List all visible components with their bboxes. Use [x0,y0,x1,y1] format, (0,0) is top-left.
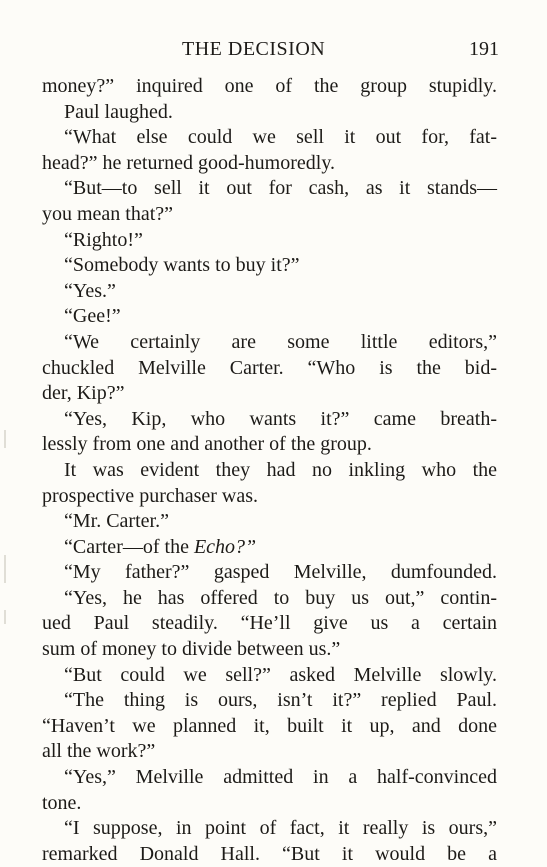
text-line: “But could we sell?” asked Melville slowly. [64,663,497,686]
text-line: lessly from one and another of the group. [42,433,372,456]
text-line: remarked Donald Hall. “But it would be a [42,842,497,865]
text-line: “But—to sell it out for cash, as it stands— [64,177,497,200]
text-line: sum of money to divide between us.” [42,638,341,661]
text-line: Paul laughed. [64,100,173,123]
page-header [0,38,547,66]
text-line: “Righto!” [64,228,143,251]
text-line: tone. [42,791,82,814]
body-text [42,74,497,867]
margin-speck [4,555,6,583]
text-line: “Carter—of the Echo?” [64,535,257,558]
text-line: “Haven’t we planned it, built it up, and done [42,714,497,737]
text-line: ued Paul steadily. “He’ll give us a certain [42,612,497,635]
text-line: “Yes, Kip, who wants it?” came breath- [64,407,497,430]
text-line: It was evident they had no inkling who the [64,458,497,481]
text-line: “My father?” gasped Melville, dumfounded. [64,561,497,584]
text-line: “What else could we sell it out for, fat- [64,126,497,149]
text-line: money?” inquired one of the group stupidly. [42,75,497,97]
italic-text: Echo?” [193,535,257,558]
text-line: prospective purchaser was. [42,484,259,507]
text-line: “Mr. Carter.” [64,510,169,533]
margin-speck [4,610,6,624]
text-line: “I suppose, in point of fact, it really is ours,” [64,817,497,840]
text-line: head?” he returned good-humoredly. [42,151,336,174]
text-line: “Somebody wants to buy it?” [64,254,300,277]
page-number: 191 [469,38,499,60]
text-line: all the work?” [42,740,156,763]
margin-speck [4,430,6,448]
text-line: der, Kip?” [42,382,125,405]
text-line: “We certainly are some little editors,” [64,330,497,353]
text-line: chuckled Melville Carter. “Who is the bid- [42,356,497,379]
text-line: “Yes,” Melville admitted in a half-convinced [64,766,497,789]
running-head: THE DECISION [182,38,326,60]
text-line: “Gee!” [64,305,121,328]
text-line: “Yes, he has offered to buy us out,” contin- [64,586,497,609]
text-line: “Yes.” [64,279,116,302]
text-line: you mean that?” [42,202,174,225]
text-line: “The thing is ours, isn’t it?” replied Paul. [64,689,497,712]
